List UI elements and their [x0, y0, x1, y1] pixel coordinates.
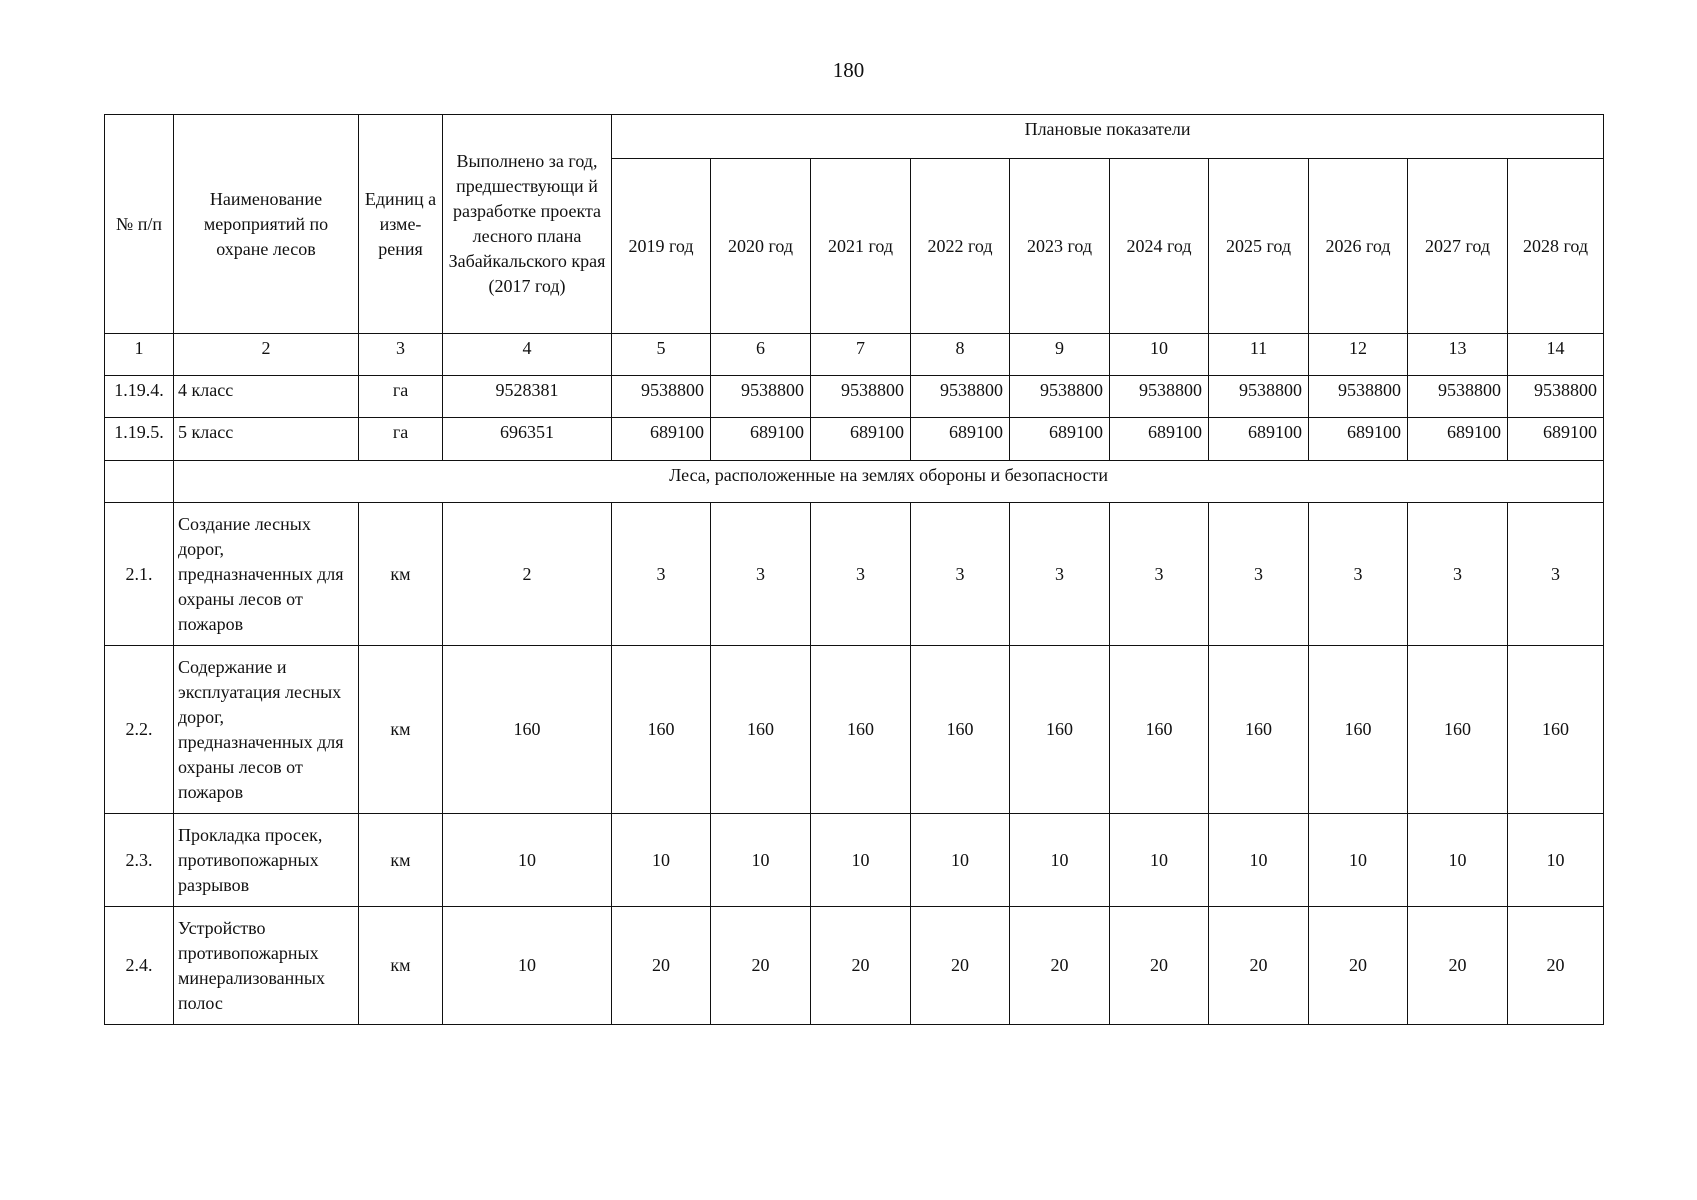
- row-plan-value: 10: [1508, 814, 1604, 907]
- row-plan-value: 689100: [1508, 418, 1604, 461]
- row-name: 5 класс: [174, 418, 359, 461]
- header-name: Наименование мероприятий по охране лесов: [174, 115, 359, 334]
- column-number: 5: [612, 334, 711, 376]
- row-plan-value: 10: [612, 814, 711, 907]
- header-year: 2028 год: [1508, 159, 1604, 334]
- row-plan-value: 160: [1110, 646, 1209, 814]
- row-plan-value: 10: [1010, 814, 1110, 907]
- row-name: Прокладка просек, противопожарных разрывов: [174, 814, 359, 907]
- row-plan-value: 160: [711, 646, 811, 814]
- row-name: Устройство противопожарных минерализованных полос: [174, 907, 359, 1025]
- row-plan-value: 20: [612, 907, 711, 1025]
- row-plan-value: 160: [1209, 646, 1309, 814]
- row-plan-value: 20: [1010, 907, 1110, 1025]
- row-number: 2.1.: [105, 503, 174, 646]
- column-number: 7: [811, 334, 911, 376]
- row-plan-value: 10: [1309, 814, 1408, 907]
- row-plan-value: 160: [1309, 646, 1408, 814]
- row-plan-value: 20: [811, 907, 911, 1025]
- section-spacer: [105, 461, 174, 503]
- row-unit: км: [359, 646, 443, 814]
- row-number: 2.3.: [105, 814, 174, 907]
- header-year: 2022 год: [911, 159, 1010, 334]
- row-plan-value: 20: [1309, 907, 1408, 1025]
- row-plan-value: 689100: [811, 418, 911, 461]
- page-number: 180: [832, 58, 865, 82]
- row-plan-value: 3: [1508, 503, 1604, 646]
- row-plan-value: 20: [1508, 907, 1604, 1025]
- row-plan-value: 20: [1209, 907, 1309, 1025]
- row-plan-value: 9538800: [1209, 376, 1309, 418]
- row-plan-value: 9538800: [1010, 376, 1110, 418]
- row-number: 2.2.: [105, 646, 174, 814]
- row-plan-value: 20: [911, 907, 1010, 1025]
- row-done-value: 2: [443, 503, 612, 646]
- row-plan-value: 9538800: [1110, 376, 1209, 418]
- table-row: [105, 376, 1604, 418]
- column-number: 12: [1309, 334, 1408, 376]
- row-plan-value: 160: [1010, 646, 1110, 814]
- row-plan-value: 3: [711, 503, 811, 646]
- header-year: 2020 год: [711, 159, 811, 334]
- row-unit: га: [359, 418, 443, 461]
- column-number: 6: [711, 334, 811, 376]
- column-number: 2: [174, 334, 359, 376]
- row-unit: км: [359, 503, 443, 646]
- row-plan-value: 10: [811, 814, 911, 907]
- row-plan-value: 689100: [1309, 418, 1408, 461]
- header-plan: Плановые показатели: [612, 115, 1604, 159]
- row-plan-value: 3: [1209, 503, 1309, 646]
- row-plan-value: 3: [1110, 503, 1209, 646]
- table-row: [105, 503, 1604, 646]
- row-plan-value: 9538800: [612, 376, 711, 418]
- row-unit: км: [359, 907, 443, 1025]
- column-number: 14: [1508, 334, 1604, 376]
- row-plan-value: 20: [1408, 907, 1508, 1025]
- row-plan-value: 9538800: [711, 376, 811, 418]
- section-row: [105, 461, 1604, 503]
- row-plan-value: 3: [1309, 503, 1408, 646]
- row-plan-value: 3: [811, 503, 911, 646]
- row-number: 1.19.4.: [105, 376, 174, 418]
- row-plan-value: 10: [911, 814, 1010, 907]
- row-plan-value: 3: [911, 503, 1010, 646]
- forest-protection-table: [104, 114, 1604, 1025]
- row-plan-value: 3: [612, 503, 711, 646]
- header-year: 2021 год: [811, 159, 911, 334]
- column-number-row: [105, 334, 1604, 376]
- row-unit: га: [359, 376, 443, 418]
- column-number: 10: [1110, 334, 1209, 376]
- table-row: [105, 907, 1604, 1025]
- row-done-value: 10: [443, 814, 612, 907]
- header-year: 2024 год: [1110, 159, 1209, 334]
- row-plan-value: 689100: [911, 418, 1010, 461]
- header-year: 2026 год: [1309, 159, 1408, 334]
- column-number: 13: [1408, 334, 1508, 376]
- row-plan-value: 689100: [1010, 418, 1110, 461]
- row-done-value: 160: [443, 646, 612, 814]
- row-plan-value: 9538800: [911, 376, 1010, 418]
- row-plan-value: 689100: [612, 418, 711, 461]
- row-done-value: 9528381: [443, 376, 612, 418]
- row-plan-value: 689100: [1110, 418, 1209, 461]
- row-plan-value: 9538800: [811, 376, 911, 418]
- table-row: [105, 814, 1604, 907]
- header-unit: Единиц а изме-рения: [359, 115, 443, 334]
- row-plan-value: 9538800: [1309, 376, 1408, 418]
- header-no: № п/п: [105, 115, 174, 334]
- row-plan-value: 160: [911, 646, 1010, 814]
- row-number: 2.4.: [105, 907, 174, 1025]
- row-number: 1.19.5.: [105, 418, 174, 461]
- section-title: Леса, расположенные на землях обороны и безопасности: [174, 461, 1604, 503]
- row-plan-value: 689100: [1209, 418, 1309, 461]
- row-plan-value: 20: [711, 907, 811, 1025]
- row-plan-value: 160: [811, 646, 911, 814]
- row-plan-value: 160: [1408, 646, 1508, 814]
- row-plan-value: 10: [1209, 814, 1309, 907]
- row-plan-value: 9538800: [1408, 376, 1508, 418]
- column-number: 11: [1209, 334, 1309, 376]
- column-number: 1: [105, 334, 174, 376]
- column-number: 3: [359, 334, 443, 376]
- column-number: 4: [443, 334, 612, 376]
- column-number: 8: [911, 334, 1010, 376]
- table-row: [105, 418, 1604, 461]
- row-plan-value: 689100: [1408, 418, 1508, 461]
- column-number: 9: [1010, 334, 1110, 376]
- row-plan-value: 9538800: [1508, 376, 1604, 418]
- header-done: Выполнено за год, предшествующи й разработке проекта лесного плана Забайкальского края (2017 год): [443, 115, 612, 334]
- row-plan-value: 3: [1010, 503, 1110, 646]
- row-plan-value: 3: [1408, 503, 1508, 646]
- row-done-value: 10: [443, 907, 612, 1025]
- row-plan-value: 10: [1408, 814, 1508, 907]
- header-row-top: [105, 115, 1604, 159]
- header-year: 2025 год: [1209, 159, 1309, 334]
- row-name: Содержание и эксплуатация лесных дорог, предназначенных для охраны лесов от пожаров: [174, 646, 359, 814]
- header-year: 2019 год: [612, 159, 711, 334]
- row-plan-value: 10: [711, 814, 811, 907]
- row-plan-value: 160: [1508, 646, 1604, 814]
- table-row: [105, 646, 1604, 814]
- row-name: Создание лесных дорог, предназначенных для охраны лесов от пожаров: [174, 503, 359, 646]
- header-year: 2027 год: [1408, 159, 1508, 334]
- row-plan-value: 20: [1110, 907, 1209, 1025]
- row-name: 4 класс: [174, 376, 359, 418]
- row-plan-value: 10: [1110, 814, 1209, 907]
- row-done-value: 696351: [443, 418, 612, 461]
- row-plan-value: 160: [612, 646, 711, 814]
- row-plan-value: 689100: [711, 418, 811, 461]
- row-unit: км: [359, 814, 443, 907]
- header-year: 2023 год: [1010, 159, 1110, 334]
